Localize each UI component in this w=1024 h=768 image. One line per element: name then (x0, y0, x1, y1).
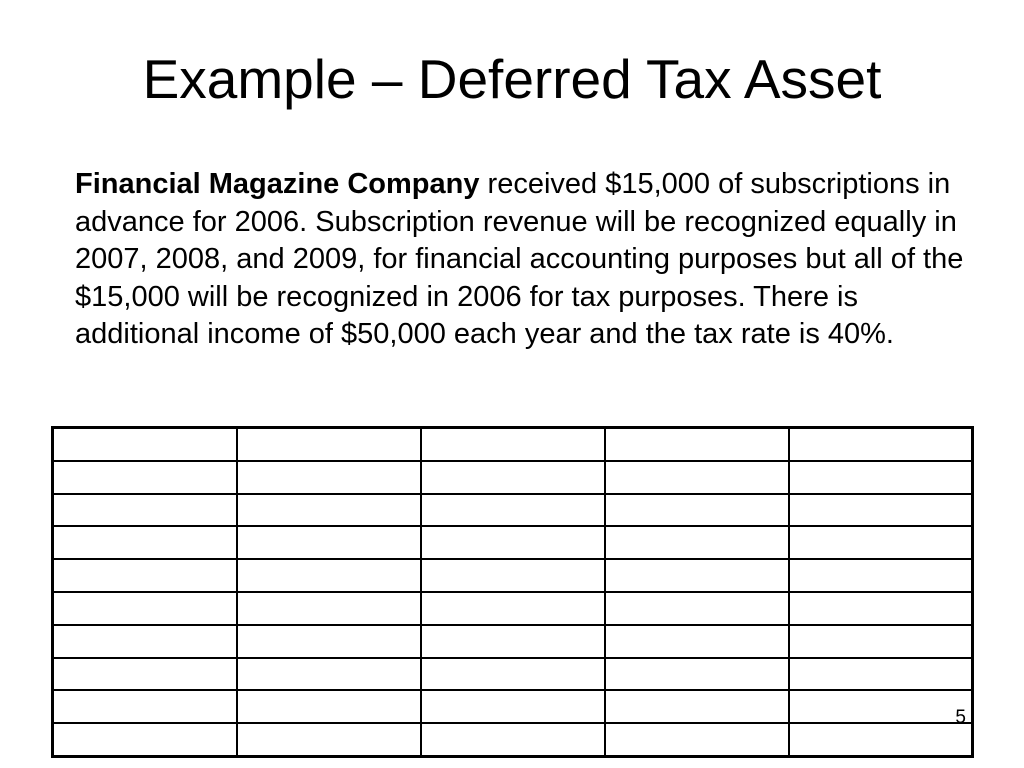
table-cell (789, 690, 973, 723)
table-row (53, 723, 973, 756)
table-cell (237, 526, 421, 559)
table-cell (53, 559, 237, 592)
table-cell (605, 592, 789, 625)
table-cell (237, 658, 421, 691)
table-cell (789, 723, 973, 756)
table-cell (53, 494, 237, 527)
table-cell (421, 690, 605, 723)
table-cell (237, 690, 421, 723)
table-cell (605, 625, 789, 658)
table-cell (53, 592, 237, 625)
table-cell (605, 494, 789, 527)
table-cell (421, 625, 605, 658)
table-cell (53, 723, 237, 756)
body-text: received $15,000 of subscriptions in advance for 2006. Subscription revenue will be recognized equally in 2007, 2008, and 2009, for financial accounting purposes but all of the $15,000 will be recognized in 2006 for tax purposes. There is additional income of $50,000 each year and the tax rate is 40%. (75, 168, 964, 350)
table-cell (421, 494, 605, 527)
table-cell (421, 428, 605, 461)
table-cell (53, 625, 237, 658)
table-row (53, 428, 973, 461)
table-cell (237, 428, 421, 461)
table-cell (53, 428, 237, 461)
table-cell (605, 690, 789, 723)
table-cell (789, 658, 973, 691)
table-cell (237, 494, 421, 527)
table-cell (421, 658, 605, 691)
company-name: Financial Magazine Company (75, 168, 480, 200)
table-cell (237, 625, 421, 658)
table-row (53, 658, 973, 691)
table-row (53, 592, 973, 625)
table-cell (237, 559, 421, 592)
table-cell (789, 428, 973, 461)
table-row (53, 625, 973, 658)
table-cell (421, 559, 605, 592)
empty-grid-table (51, 426, 974, 758)
table-row (53, 461, 973, 494)
table-cell (789, 494, 973, 527)
table-cell (421, 723, 605, 756)
page-number: 5 (955, 707, 966, 728)
table-cell (789, 625, 973, 658)
table-row (53, 494, 973, 527)
table-cell (53, 461, 237, 494)
table-cell (605, 559, 789, 592)
table-cell (421, 592, 605, 625)
table-cell (605, 658, 789, 691)
table-cell (237, 461, 421, 494)
body-paragraph (75, 166, 975, 354)
table-row (53, 526, 973, 559)
table-cell (53, 658, 237, 691)
table-cell (789, 559, 973, 592)
table-cell (237, 592, 421, 625)
table-cell (605, 428, 789, 461)
table-cell (789, 526, 973, 559)
table-cell (53, 690, 237, 723)
table-cell (421, 526, 605, 559)
table-cell (789, 592, 973, 625)
table-cell (237, 723, 421, 756)
table-row (53, 559, 973, 592)
table-cell (605, 526, 789, 559)
table-cell (421, 461, 605, 494)
table-cell (605, 461, 789, 494)
table-row (53, 690, 973, 723)
table-cell (53, 526, 237, 559)
table-cell (605, 723, 789, 756)
table-cell (789, 461, 973, 494)
slide-title: Example – Deferred Tax Asset (142, 48, 882, 110)
